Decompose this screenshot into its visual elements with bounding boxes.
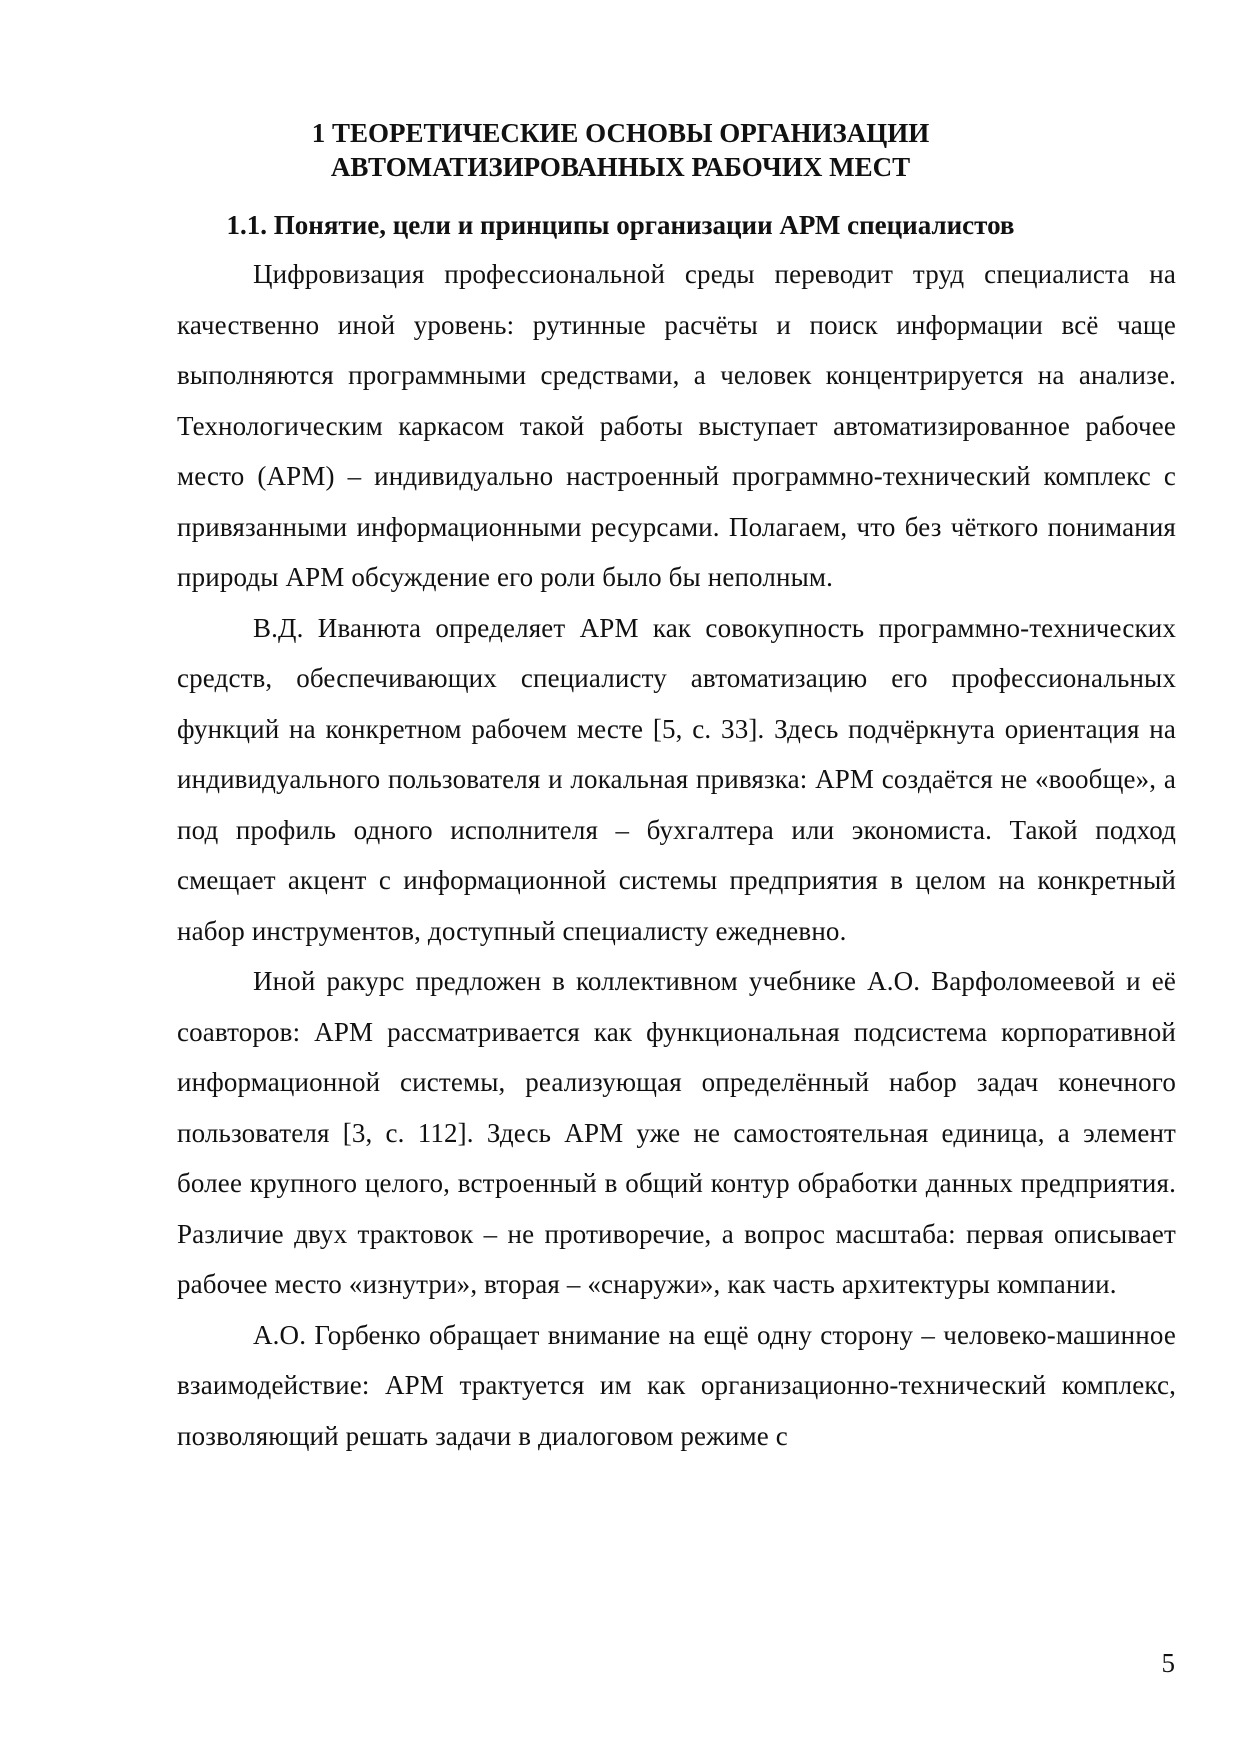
paragraph-2: В.Д. Иванюта определяет АРМ как совокупность программно-технических средств, обеспечивающих специалисту автоматизацию его профессиональных функций на конкретном рабочем месте [5, с. 33]. Здесь подчёркнута ориентация на индивидуального пользователя и локальная привязка: АРМ создаётся не «вообще», а под профиль одного исполнителя – бухгалтера или экономиста. Такой подход смещает акцент с информационной системы предприятия в целом на конкретный набор инструментов, доступный специалисту ежедневно.	[177, 612, 1176, 946]
body-text	[177, 249, 1176, 1461]
chapter-title-line-1: 1 ТЕОРЕТИЧЕСКИЕ ОСНОВЫ ОРГАНИЗАЦИИ	[311, 118, 930, 148]
paragraph-1: Цифровизация профессиональной среды переводит труд специалиста на качественно иной уровень: рутинные расчёты и поиск информации всё чаще выполняются программными средствами, а человек концентрируется на анализе. Технологическим каркасом такой работы выступает автоматизированное рабочее место (АРМ) – индивидуально настроенный программно-технический комплекс с привязанными информационными ресурсами. Полагаем, что без чёткого понимания природы АРМ обсуждение его роли было бы неполным.	[177, 259, 1176, 592]
section-title: 1.1. Понятие, цели и принципы организации АРМ специалистов	[226, 210, 1015, 240]
chapter-title	[0, 116, 1241, 184]
paragraph-3: Иной ракурс предложен в коллективном учебнике А.О. Варфоломеевой и её соавторов: АРМ рассматривается как функциональная подсистема корпоративной информационной системы, реализующая определённый набор задач конечного пользователя [3, с. 112]. Здесь АРМ уже не самостоятельная единица, а элемент более крупного целого, встроенный в общий контур обработки данных предприятия. Различие двух трактовок – не противоречие, а вопрос масштаба: первая описывает рабочее место «изнутри», вторая – «снаружи», как часть архитектуры компании.	[177, 966, 1176, 1299]
paragraph-4: А.О. Горбенко обращает внимание на ещё одну сторону – человеко-машинное взаимодействие: АРМ трактуется им как организационно-технический комплекс, позволяющий решать задачи в диалоговом режиме с	[177, 1319, 1176, 1451]
chapter-title-line-2: АВТОМАТИЗИРОВАННЫХ РАБОЧИХ МЕСТ	[330, 152, 911, 182]
page-number: 5	[1161, 1648, 1175, 1678]
